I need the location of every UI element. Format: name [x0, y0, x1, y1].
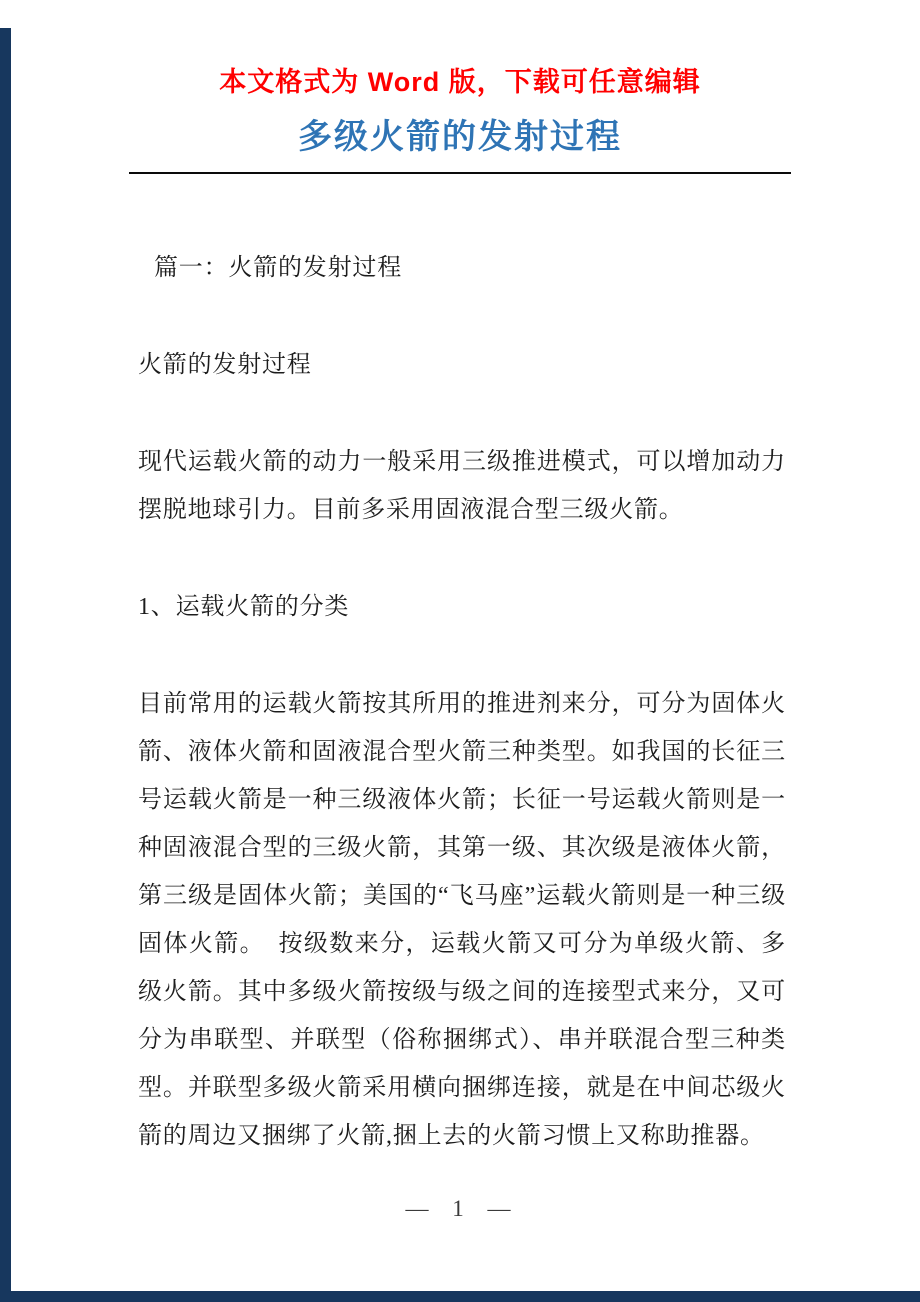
format-notice: 本文格式为 Word 版，下载可任意编辑	[219, 67, 701, 97]
paragraph-list-heading: 1、运载火箭的分类	[138, 594, 350, 620]
page-border-bottom	[0, 1291, 920, 1302]
paragraph-main: 目前常用的运载火箭按其所用的推进剂来分，可分为固体火箭、液体火箭和固液混合型火箭三种类型。如我国的长征三号运载火箭是一种三级液体火箭；长征一号运载火箭则是一种固液混合型的三级火箭，其第一级、其次级是液体火箭，第三级是固体火箭；美国的“飞马座”运载火箭则是一种三级固体火箭。 按级数来分，运载火箭又可分为单级火箭、多级火箭。其中多级火箭按级与级之间的连接型式来分，又可分为串联型、并联型（俗称捆绑式）、串并联混合型三种类型。并联型多级火箭采用横向捆绑连接，就是在中间芯级火箭的周边又捆绑了火箭,捆上去的火箭习惯上又称助推器。	[138, 691, 786, 1149]
page-border-left	[0, 28, 11, 1302]
paragraph-subheading: 火箭的发射过程	[138, 352, 312, 378]
paragraph-intro: 现代运载火箭的动力一般采用三级推进模式，可以增加动力摆脱地球引力。目前多采用固液混合型三级火箭。	[138, 449, 786, 523]
page-number: — 1 —	[405, 1196, 515, 1221]
page-title: 多级火箭的发射过程	[298, 119, 622, 156]
paragraph-section-heading: 篇一：火箭的发射过程	[154, 255, 402, 281]
document-body	[138, 244, 786, 1209]
title-divider	[129, 172, 791, 174]
